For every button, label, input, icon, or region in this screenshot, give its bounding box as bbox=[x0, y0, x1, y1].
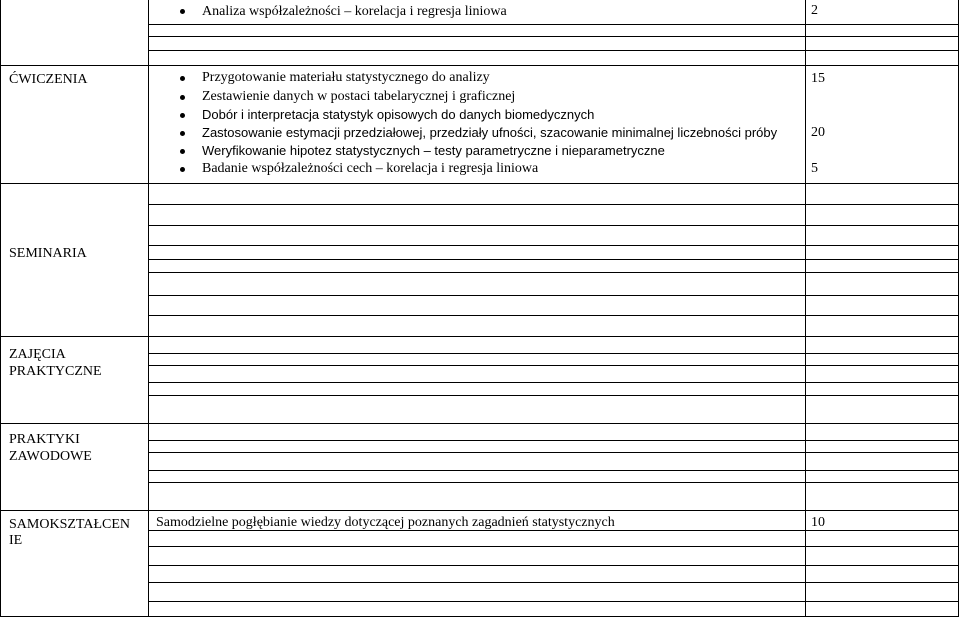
topic-item: Weryfikowanie hipotez statystycznych – testy parametryczne i nieparametryczne bbox=[202, 143, 665, 158]
row-divider bbox=[148, 565, 959, 566]
row-divider bbox=[148, 382, 959, 383]
row-divider bbox=[148, 395, 959, 396]
topic-item: Zastosowanie estymacji przedziałowej, przedziały ufności, szacowanie minimalnej liczebności próby bbox=[202, 125, 778, 140]
section-label-zajecia-line2: PRAKTYCZNE bbox=[9, 364, 102, 379]
row-divider bbox=[148, 245, 959, 246]
bullet-icon bbox=[180, 167, 185, 172]
row-divider bbox=[148, 582, 959, 583]
hours-value: 5 bbox=[811, 161, 818, 176]
row-divider bbox=[148, 225, 959, 226]
section-label-praktyki-line2: ZAWODOWE bbox=[9, 449, 92, 464]
row-divider bbox=[148, 546, 959, 547]
section-divider bbox=[0, 510, 959, 511]
hours-value: 20 bbox=[811, 125, 825, 140]
topic-item: Badanie współzależności cech – korelacja i regresja liniowa bbox=[202, 161, 539, 176]
section-divider bbox=[0, 183, 959, 184]
row-divider bbox=[148, 482, 959, 483]
hours-value: 10 bbox=[811, 515, 825, 530]
section-label-samoksztalcenie-line1: SAMOKSZTAŁCEN bbox=[9, 517, 130, 532]
section-divider bbox=[0, 336, 959, 337]
topic-item: Zestawienie danych w postaci tabelarycznej i graficznej bbox=[202, 89, 516, 104]
topic-item: Przygotowanie materiału statystycznego do analizy bbox=[202, 70, 490, 85]
row-divider bbox=[148, 315, 959, 316]
section-label-samoksztalcenie-line2: IE bbox=[9, 533, 23, 548]
bullet-icon bbox=[180, 113, 185, 118]
column-divider-hours bbox=[805, 0, 806, 617]
row-divider bbox=[148, 601, 959, 602]
row-divider bbox=[148, 24, 959, 25]
row-divider bbox=[148, 440, 959, 441]
row-divider bbox=[148, 36, 959, 37]
section-divider bbox=[0, 423, 959, 424]
topic-item: Analiza współzależności – korelacja i regresja liniowa bbox=[202, 4, 507, 19]
row-divider bbox=[148, 50, 959, 51]
section-divider bbox=[0, 65, 959, 66]
self-study-text: Samodzielne pogłębianie wiedzy dotyczącej poznanych zagadnień statystycznych bbox=[156, 515, 615, 530]
table-border-right bbox=[958, 0, 959, 617]
bullet-icon bbox=[180, 131, 185, 136]
row-divider bbox=[148, 353, 959, 354]
row-divider bbox=[148, 295, 959, 296]
row-divider bbox=[148, 204, 959, 205]
bullet-icon bbox=[180, 149, 185, 154]
table-border-left bbox=[0, 0, 1, 617]
bullet-icon bbox=[180, 9, 185, 14]
row-divider bbox=[148, 259, 959, 260]
section-label-zajecia-line1: ZAJĘCIA bbox=[9, 347, 66, 362]
row-divider bbox=[148, 470, 959, 471]
hours-value: 15 bbox=[811, 71, 825, 86]
row-divider bbox=[148, 272, 959, 273]
section-label-praktyki-line1: PRAKTYKI bbox=[9, 432, 80, 447]
row-divider bbox=[148, 452, 959, 453]
bullet-icon bbox=[180, 95, 185, 100]
section-label-cwiczenia: ĆWICZENIA bbox=[9, 72, 88, 87]
section-label-seminaria: SEMINARIA bbox=[9, 246, 87, 261]
column-divider-label bbox=[148, 0, 149, 617]
topic-item: Dobór i interpretacja statystyk opisowych do danych biomedycznych bbox=[202, 107, 595, 122]
row-divider bbox=[148, 365, 959, 366]
hours-value: 2 bbox=[811, 3, 818, 18]
bullet-icon bbox=[180, 76, 185, 81]
